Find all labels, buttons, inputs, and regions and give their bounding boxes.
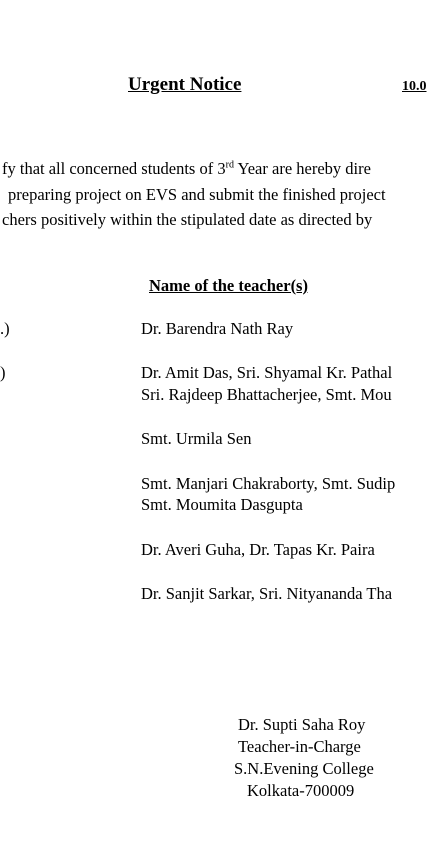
notice-body-line-3: chers positively within the stipulated date as directed by <box>2 210 373 229</box>
notice-title: Urgent Notice <box>128 74 242 95</box>
teacher-name: Dr. Sanjit Sarkar, Sri. Nityananda Tha <box>141 584 393 603</box>
teacher-column-heading: Name of the teacher(s) <box>149 276 308 295</box>
teacher-name: Dr. Barendra Nath Ray <box>141 319 294 338</box>
college-address: Kolkata-700009 <box>247 781 355 800</box>
signatory-designation: Teacher-in-Charge <box>238 737 361 756</box>
teacher-name: Dr. Amit Das, Sri. Shyamal Kr. Pathal <box>141 363 393 382</box>
notice-body-line-1 <box>2 159 371 179</box>
teacher-name: Smt. Manjari Chakraborty, Smt. Sudip <box>141 474 396 493</box>
teacher-name: Smt. Urmila Sen <box>141 429 252 448</box>
notice-body-line-2: preparing project on EVS and submit the finished project <box>8 185 386 204</box>
body-text: fy that all concerned students of 3 <box>2 159 226 178</box>
ordinal-suffix: rd <box>225 159 234 171</box>
teacher-name: Sri. Rajdeep Bhattacherjee, Smt. Mou <box>141 385 392 404</box>
signatory-name: Dr. Supti Saha Roy <box>238 715 366 734</box>
notice-date: 10.0 <box>402 79 427 94</box>
row-left-cell: ) <box>0 363 6 382</box>
college-name: S.N.Evening College <box>234 759 374 778</box>
teacher-name: Smt. Moumita Dasgupta <box>141 495 303 514</box>
body-text: Year are hereby dire <box>233 159 371 178</box>
teacher-name: Dr. Averi Guha, Dr. Tapas Kr. Paira <box>141 540 375 559</box>
row-left-cell: .) <box>0 319 10 338</box>
